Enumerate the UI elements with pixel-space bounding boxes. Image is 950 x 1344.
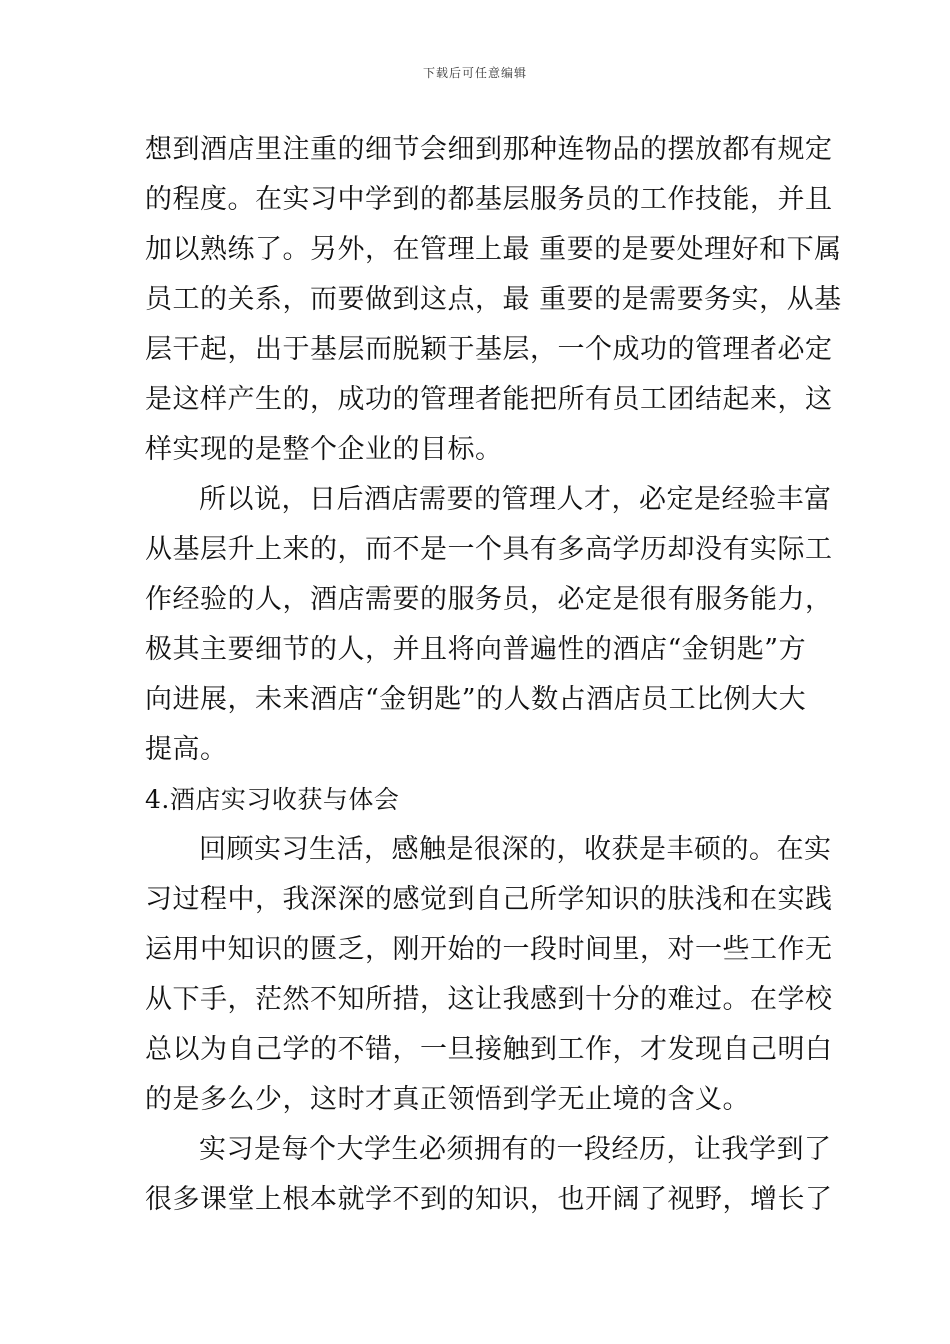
text-line: 的程度。在实习中学到的都基层服务员的工作技能，并且 bbox=[145, 184, 833, 215]
text-line: 是这样产生的，成功的管理者能把所有员工团结起来，这 bbox=[145, 384, 833, 415]
paragraph-start-line: 回顾实习生活，感触是很深的，收获是丰硕的。在实 bbox=[199, 834, 832, 865]
text-line: 很多课堂上根本就学不到的知识，也开阔了视野，增长了 bbox=[145, 1184, 833, 1215]
text-line: 习过程中，我深深的感觉到自己所学知识的肤浅和在实践 bbox=[145, 884, 833, 915]
text-line: 极其主要细节的人，并且将向普遍性的酒店“金钥匙”方 bbox=[145, 634, 807, 665]
text-line: 想到酒店里注重的细节会细到那种连物品的摆放都有规定 bbox=[145, 134, 833, 165]
text-line: 从基层升上来的，而不是一个具有多高学历却没有实际工 bbox=[145, 534, 833, 565]
text-line: 员工的关系，而要做到这点，最 重要的是需要务实，从基 bbox=[145, 284, 842, 315]
text-line: 层干起，出于基层而脱颖于基层，一个成功的管理者必定 bbox=[145, 334, 833, 365]
document-body bbox=[145, 125, 842, 1225]
text-line: 的是多么少，这时才真正领悟到学无止境的含义。 bbox=[145, 1084, 750, 1115]
text-line: 作经验的人，酒店需要的服务员，必定是很有服务能力， bbox=[145, 584, 833, 615]
text-line: 加以熟练了。另外，在管理上最 重要的是要处理好和下属 bbox=[145, 234, 842, 265]
page-header: 下载后可任意编辑 bbox=[422, 66, 527, 80]
paragraph-start-line: 所以说，日后酒店需要的管理人才，必定是经验丰富 bbox=[199, 484, 832, 515]
section-heading: 4.酒店实习收获与体会 bbox=[145, 785, 400, 814]
text-line: 样实现的是整个企业的目标。 bbox=[145, 434, 503, 465]
text-line: 总以为自己学的不错，一旦接触到工作，才发现自己明白 bbox=[145, 1034, 833, 1065]
paragraph-start-line: 实习是每个大学生必须拥有的一段经历，让我学到了 bbox=[199, 1134, 832, 1165]
text-line: 提高。 bbox=[145, 734, 228, 765]
text-line: 从下手，茫然不知所措，这让我感到十分的难过。在学校 bbox=[145, 984, 833, 1015]
text-line: 向进展，未来酒店“金钥匙”的人数占酒店员工比例大大 bbox=[145, 684, 807, 715]
text-line: 运用中知识的匮乏，刚开始的一段时间里，对一些工作无 bbox=[145, 934, 833, 965]
